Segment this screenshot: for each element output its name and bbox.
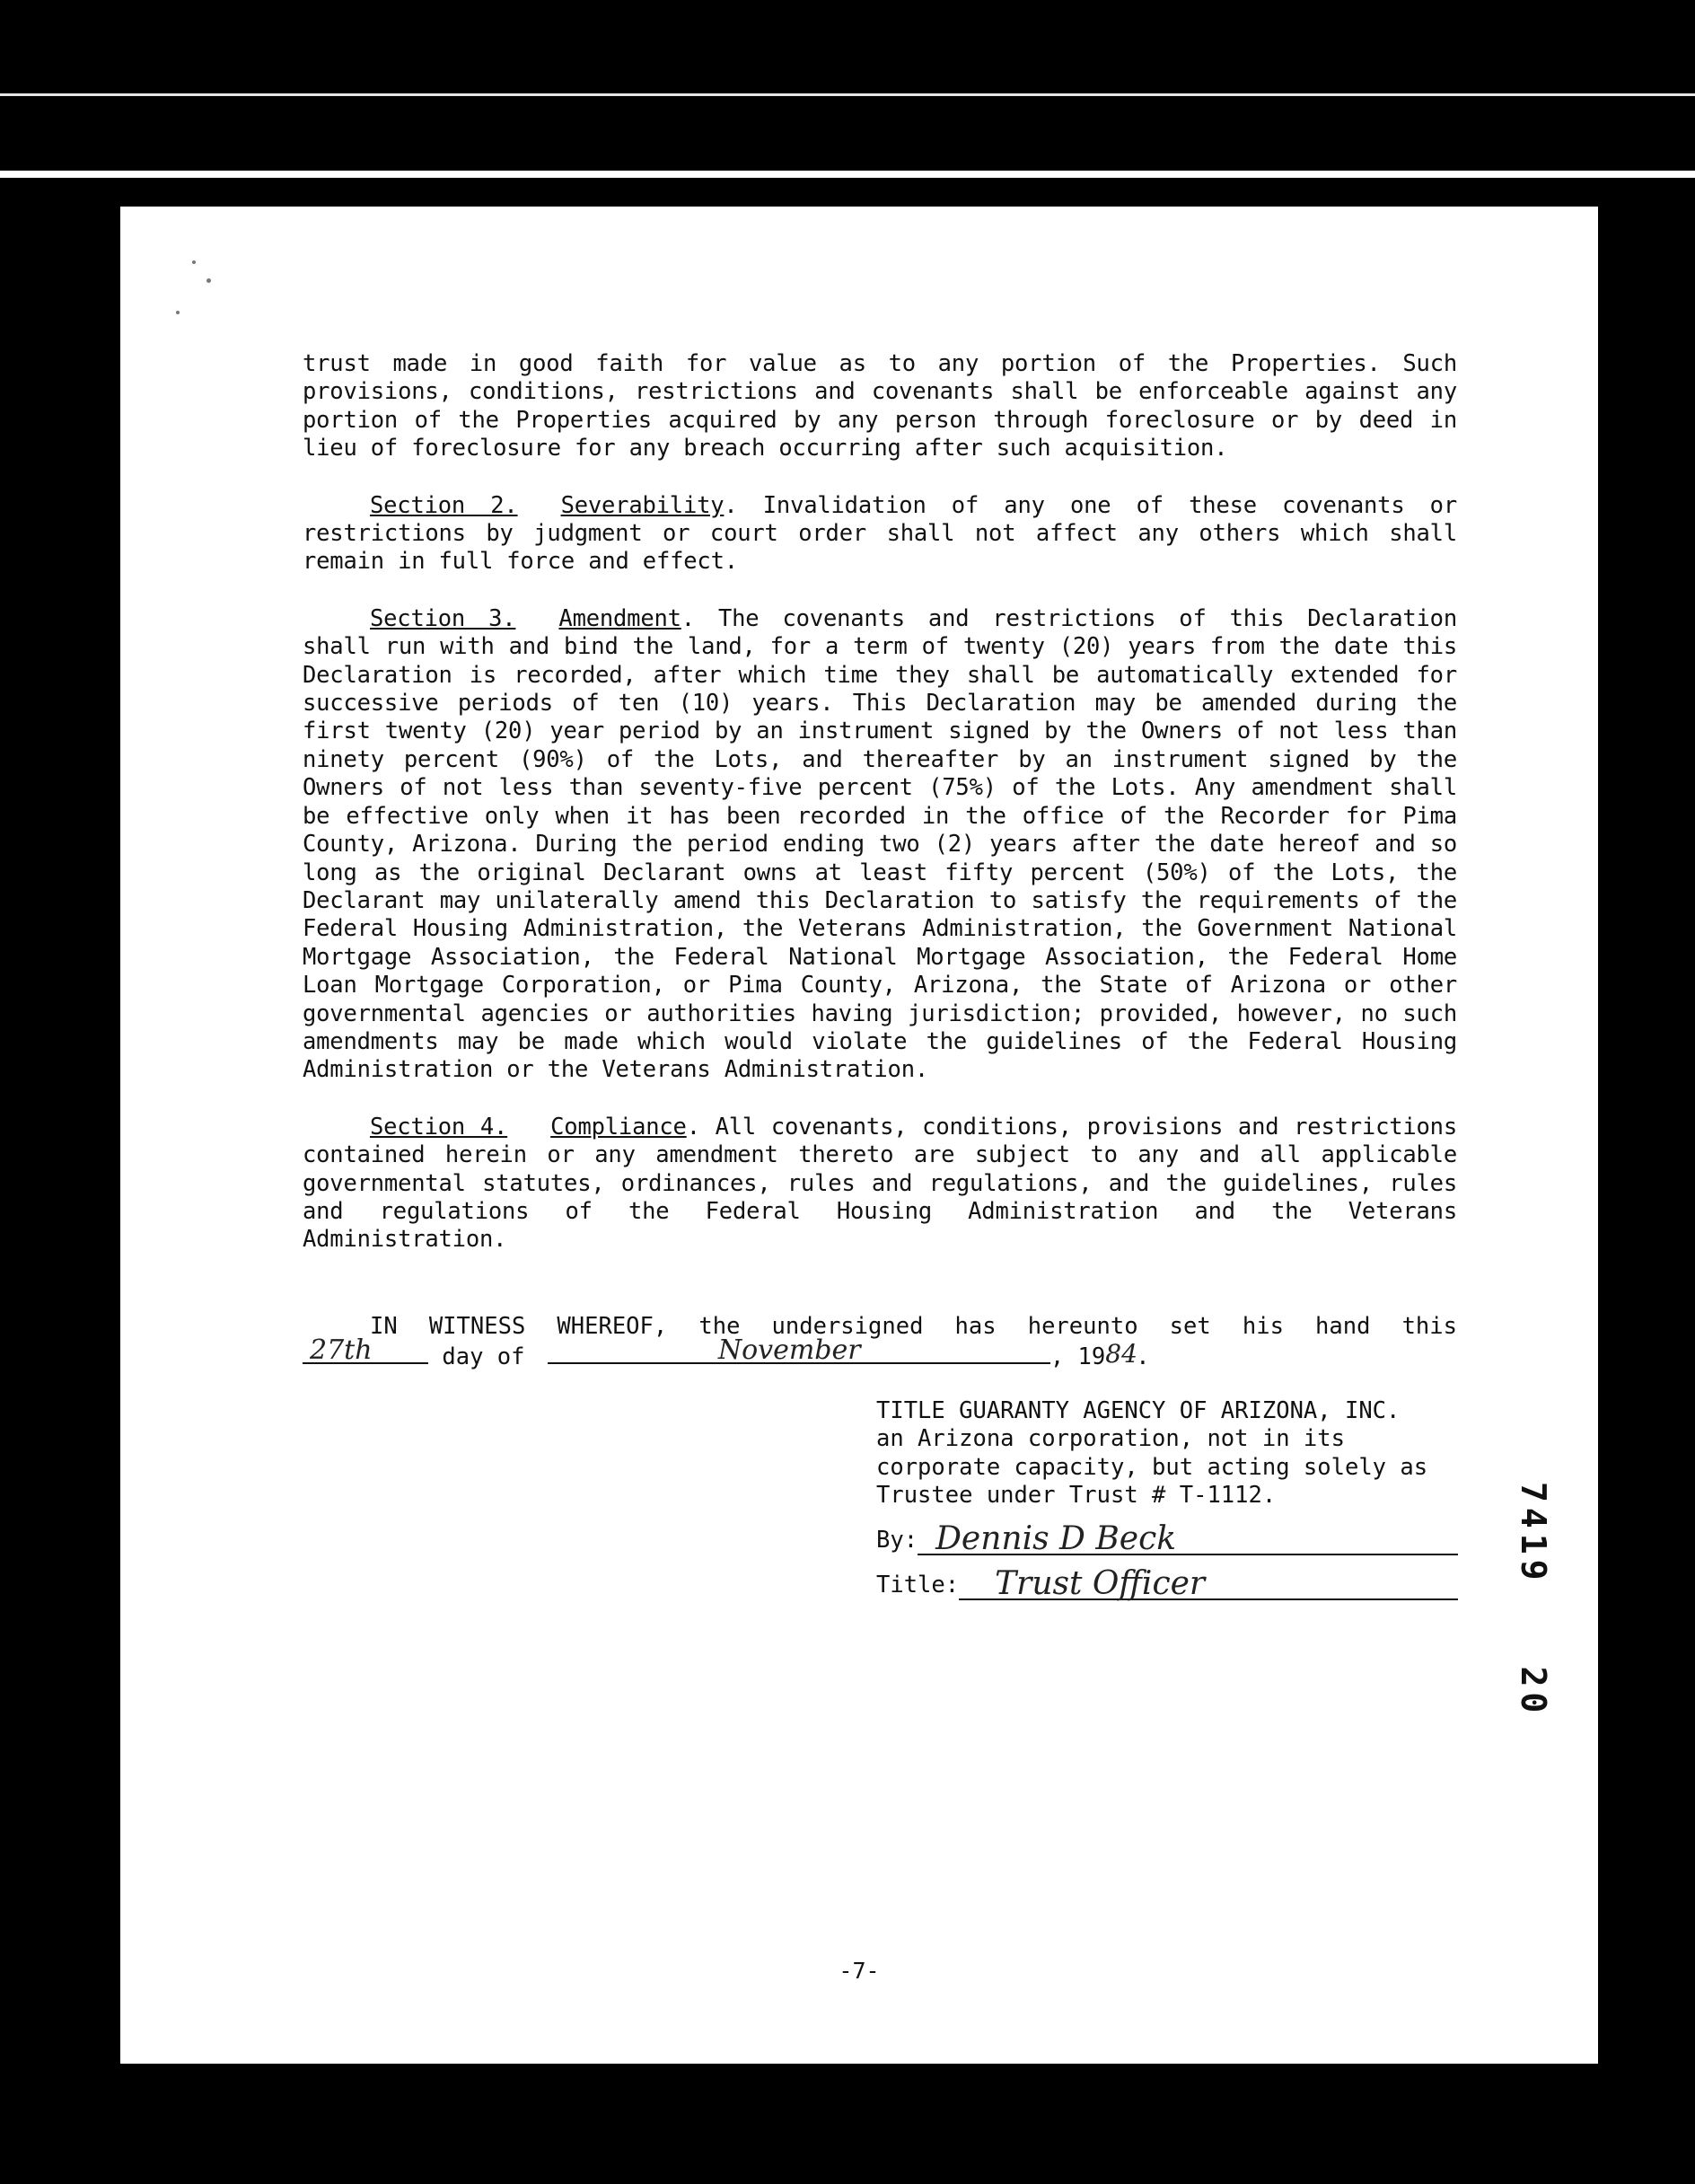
scan-border-line xyxy=(0,93,1695,96)
title-row xyxy=(876,1565,1458,1603)
section-3-label: Section 3. xyxy=(370,604,516,632)
year-suffix: . xyxy=(1136,1343,1150,1370)
witness-clause xyxy=(303,1313,1457,1371)
trustee-line: an Arizona corporation, not in its xyxy=(876,1425,1345,1453)
title-line xyxy=(959,1565,1458,1603)
scan-speck xyxy=(206,278,211,283)
section-2-paragraph: Section 2. Severability. Invalidation of any one of these covenants or restrictions by judgment or court order shall not affect any others which shall remain in full force and effect. xyxy=(303,491,1457,576)
title-label: Title: xyxy=(876,1572,960,1599)
document-page xyxy=(120,207,1598,2064)
section-2-text: Invalidation of any one of these covenants or restrictions by judgment or court order shall not affect any others which shall remain in full force and effect. xyxy=(303,491,1457,576)
month-handwritten: November xyxy=(717,1334,861,1366)
section-4-text: All covenants, conditions, provisions and restrictions contained herein or any amendment thereto are subject to any and all applicable governmental statutes, ordinances, rules and regulations, and the guidelines, rules and regulations of the Federal Housing Administration and the Veterans Administration. xyxy=(303,1113,1457,1254)
scan-speck xyxy=(176,311,180,314)
title-handwritten: Trust Officer xyxy=(995,1565,1206,1603)
witness-line: IN WITNESS WHEREOF, the undersigned has hereunto set his hand this xyxy=(370,1313,1457,1340)
scan-speck xyxy=(192,260,196,264)
trustee-line: corporate capacity, but acting solely as xyxy=(876,1453,1428,1481)
day-of-label: day of xyxy=(442,1343,525,1370)
section-3-heading: Amendment xyxy=(558,604,681,632)
trustee-line: TITLE GUARANTY AGENCY OF ARIZONA, INC. xyxy=(876,1397,1401,1424)
recording-stamp xyxy=(1514,1482,1553,1718)
by-label: By: xyxy=(876,1527,918,1554)
year-blank xyxy=(1105,1339,1137,1369)
handwritten-signature: Dennis D Beck xyxy=(935,1520,1177,1558)
day-blank xyxy=(303,1334,428,1366)
stamp-page-number: 20 xyxy=(1514,1666,1553,1719)
document-body xyxy=(303,350,1457,1283)
trustee-name-lines xyxy=(876,1397,1458,1510)
section-4-label: Section 4. xyxy=(370,1113,508,1140)
month-blank xyxy=(548,1334,1050,1366)
section-4-paragraph: Section 4. Compliance. All covenants, conditions, provisions and restrictions contained herein or any amendment thereto are subject to any and all applicable governmental statutes, ordinances, rules and regulations, and the guidelines, rules and regulations of the Federal Housing Administration and the Veterans Administration. xyxy=(303,1113,1457,1254)
by-signature-row xyxy=(876,1520,1458,1558)
docket-number: 7419 xyxy=(1514,1482,1553,1586)
section-2-label: Section 2. xyxy=(370,491,518,519)
trustee-line: Trustee under Trust # T-1112. xyxy=(876,1482,1277,1510)
day-handwritten: 27th xyxy=(310,1334,373,1366)
continuation-paragraph: trust made in good faith for value as to any portion of the Properties. Such provisions, conditions, restrictions and covenants shall be enforceable against any portion of the Properties acquired by any person through foreclosure or by deed in lieu of foreclosure for any breach occurring after such acquisition. xyxy=(303,350,1457,462)
scan-border-line xyxy=(0,171,1695,178)
signature-block xyxy=(876,1397,1458,1603)
witness-date-line xyxy=(303,1334,1457,1371)
section-3-text: The covenants and restrictions of this Declaration shall run with and bind the land, for a term of twenty (20) years from the date this Declaration is recorded, after which time they shall be automatically extended for successive periods of ten (10) years. This Declaration may be amended during the first twenty (20) year period by an instrument signed by the Owners of not less than ninety percent (90%) of the Lots, and thereafter by an instrument signed by the Owners of not less than seventy-five percent (75%) of the Lots. Any amendment shall be effective only when it has been recorded in the office of the Recorder for Pima County, Arizona. During the period ending two (2) years after the date hereof and so long as the original Declarant owns at least fifty percent (50%) of the Lots, the Declarant may unilaterally amend this Declaration to satisfy the requirements of the Federal Housing Administration, the Veterans Administration, the Government National Mortgage Association, the Federal National Mortgage Association, the Federal Home Loan Mortgage Corporation, or Pima County, Arizona, the State of Arizona or other governmental agencies or authorities having jurisdiction; provided, however, no such amendments may be made which would violate the guidelines of the Federal Housing Administration or the Veterans Administration. xyxy=(303,604,1457,1084)
section-4-heading: Compliance xyxy=(550,1113,687,1140)
year-prefix: , 19 xyxy=(1049,1343,1106,1370)
year-handwritten: 84 xyxy=(1105,1339,1137,1369)
section-2-heading: Severability xyxy=(560,491,725,519)
section-3-paragraph: Section 3. Amendment. The covenants and restrictions of this Declaration shall run with and bind the land, for a term of twenty (20) years from the date this Declaration is recorded, after which time they shall be automatically extended for successive periods of ten (10) years. This Declaration may be amended during the first twenty (20) year period by an instrument signed by the Owners of not less than ninety percent (90%) of the Lots, and thereafter by an instrument signed by the Owners of not less than seventy-five percent (75%) of the Lots. Any amendment shall be effective only when it has been recorded in the office of the Recorder for Pima County, Arizona. During the period ending two (2) years after the date hereof and so long as the original Declarant owns at least fifty percent (50%) of the Lots, the Declarant may unilaterally amend this Declaration to satisfy the requirements of the Federal Housing Administration, the Veterans Administration, the Government National Mortgage Association, the Federal National Mortgage Association, the Federal Home Loan Mortgage Corporation, or Pima County, Arizona, the State of Arizona or other governmental agencies or authorities having jurisdiction; provided, however, no such amendments may be made which would violate the guidelines of the Federal Housing Administration or the Veterans Administration. xyxy=(303,604,1457,1084)
page-number: -7- xyxy=(839,1958,880,1984)
by-signature-line xyxy=(918,1520,1458,1558)
